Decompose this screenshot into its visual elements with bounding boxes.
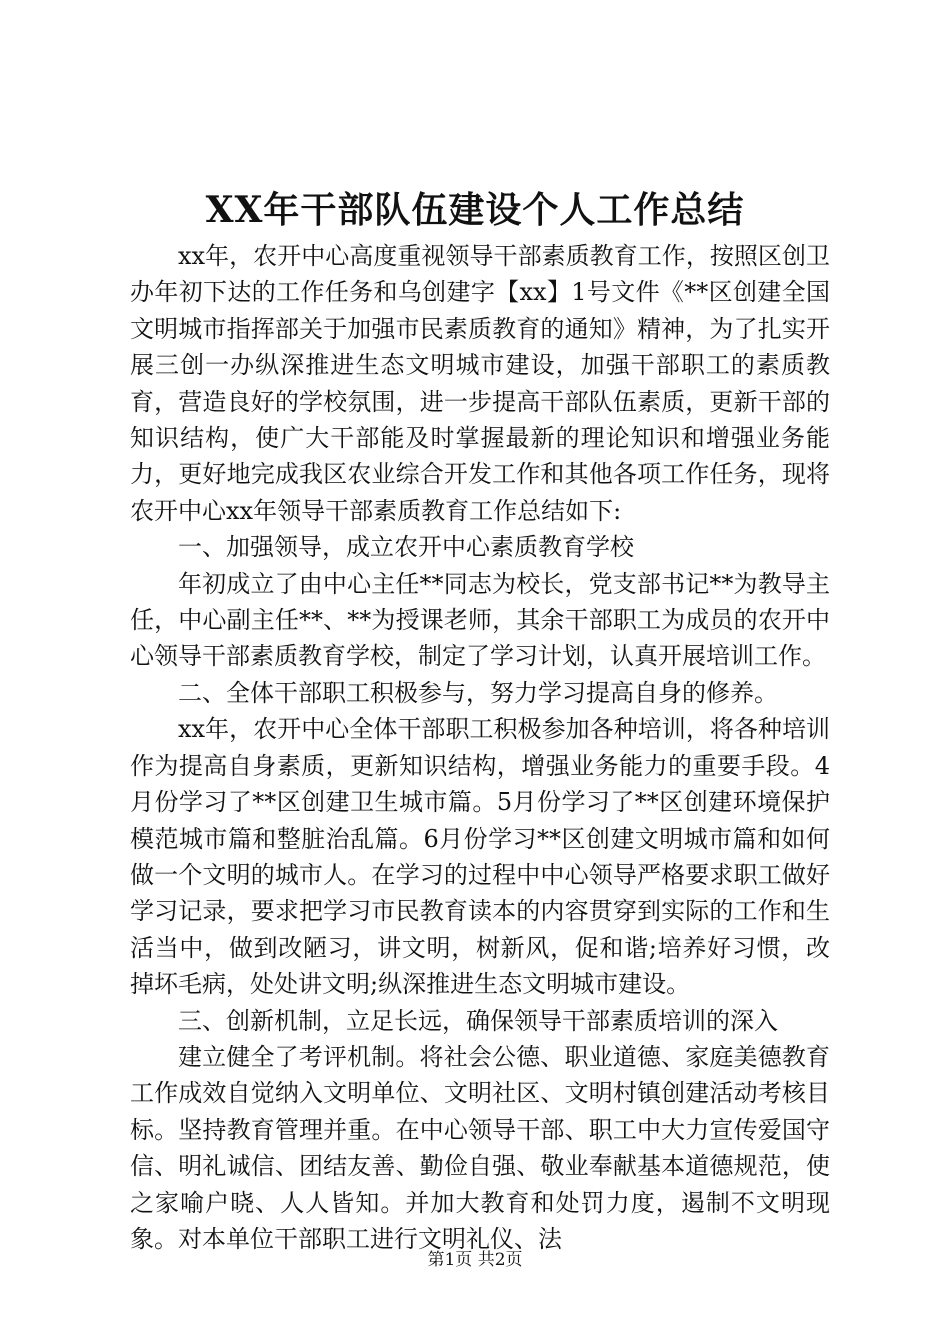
page-footer: 第1页 共2页 <box>427 1250 523 1270</box>
paragraph-intro: xx年，农开中心高度重视领导干部素质教育工作，按照区创卫办年初下达的工作任务和乌创建字【xx】1号文件《**区创建全国文明城市指挥部关于加强市民素质教育的通知》精神，为了扎实开展三创一办纵深推进生态文明城市建设，加强干部职工的素质教育，营造良好的学校氛围，进一步提高干部队伍素质，更新干部的知识结构，使广大干部能及时掌握最新的理论知识和增强业务能力，更好地完成我区农业综合开发工作和其他各项工作任务，现将农开中心xx年领导干部素质教育工作总结如下: <box>130 242 830 525</box>
paragraph-section-2: xx年，农开中心全体干部职工积极参加各种培训，将各种培训作为提高自身素质，更新知识结构，增强业务能力的重要手段。4月份学习了**区创建卫生城市篇。5月份学习了**区创建环境保护模范城市篇和整脏治乱篇。6月份学习**区创建文明城市篇和如何做一个文明的城市人。在学习的过程中中心领导严格要求职工做好学习记录，要求把学习市民教育读本的内容贯穿到实际的工作和生活当中，做到改陋习，讲文明，树新风，促和谐;培养好习惯，改掉坏毛病，处处讲文明;纵深推进生态文明城市建设。 <box>130 715 830 999</box>
section-heading-2: 二、全体干部职工积极参与，努力学习提高自身的修养。 <box>178 678 778 707</box>
paragraph-section-3: 建立健全了考评机制。将社会公德、职业道德、家庭美德教育工作成效自觉纳入文明单位、文明社区、文明村镇创建活动考核目标。坚持教育管理并重。在中心领导干部、职工中大力宣传爱国守信、明礼诚信、团结友善、勤俭自强、敬业奉献基本道德规范，使之家喻户晓、人人皆知。并加大教育和处罚力度，遏制不文明现象。对本单位干部职工进行文明礼仪、法 <box>130 1042 830 1253</box>
section-heading-1: 一、加强领导，成立农开中心素质教育学校 <box>178 533 634 562</box>
document-title: XX年干部队伍建设个人工作总结 <box>205 189 745 231</box>
paragraph-section-1: 年初成立了由中心主任**同志为校长，党支部书记**为教导主任，中心副主任**、**为授课老师，其余干部职工为成员的农开中心领导干部素质教育学校，制定了学习计划，认真开展培训工作。 <box>130 569 830 671</box>
section-heading-3: 三、创新机制，立足长远，确保领导干部素质培训的深入 <box>178 1006 778 1035</box>
document-body <box>130 238 830 1257</box>
